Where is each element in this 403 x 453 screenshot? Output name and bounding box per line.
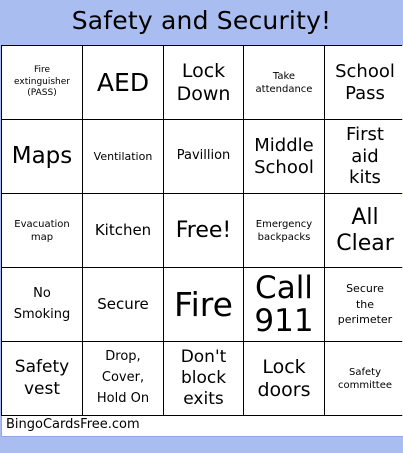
bingo-cell-r5c4[interactable]: Lock doors [244,342,324,415]
bingo-cell-r4c5[interactable]: Secure the perimeter [325,268,403,341]
site-credit: BingoCardsFree.com [1,416,403,437]
bingo-cell-r2c4[interactable]: Middle School [244,120,324,193]
bingo-cell-r4c2[interactable]: Secure [83,268,163,341]
bingo-cell-r2c1[interactable]: Maps [2,120,82,193]
bingo-cell-r5c2[interactable]: Drop, Cover, Hold On [83,342,163,415]
bingo-grid [1,45,402,416]
bingo-cell-r1c4[interactable]: Take attendance [244,46,324,119]
bingo-cell-r1c3[interactable]: Lock Down [164,46,243,119]
bingo-cell-r2c3[interactable]: Pavillion [164,120,243,193]
bingo-cell-r1c2[interactable]: AED [83,46,163,119]
bingo-cell-r1c1[interactable]: Fire extinguisher (PASS) [2,46,82,119]
card-title: Safety and Security! [71,5,332,35]
bingo-cell-r4c4[interactable]: Call 911 [244,268,324,341]
bingo-cell-r3c4[interactable]: Emergency backpacks [244,194,324,267]
bingo-cell-r2c5[interactable]: First aid kits [325,120,403,193]
bingo-cell-r3c1[interactable]: Evacuation map [2,194,82,267]
bingo-cell-r1c5[interactable]: School Pass [325,46,403,119]
bingo-cell-r5c1[interactable]: Safety vest [2,342,82,415]
bingo-cell-r5c5[interactable]: Safety committee [325,342,403,415]
bingo-cell-free-space[interactable]: Free! [164,194,243,267]
bingo-cell-r3c2[interactable]: Kitchen [83,194,163,267]
bingo-cell-r5c3[interactable]: Don't block exits [164,342,243,415]
bingo-cell-r4c1[interactable]: No Smoking [2,268,82,341]
bingo-cell-r2c2[interactable]: Ventilation [83,120,163,193]
bingo-cell-r4c3[interactable]: Fire [164,268,243,341]
bingo-cell-r3c5[interactable]: All Clear [325,194,403,267]
